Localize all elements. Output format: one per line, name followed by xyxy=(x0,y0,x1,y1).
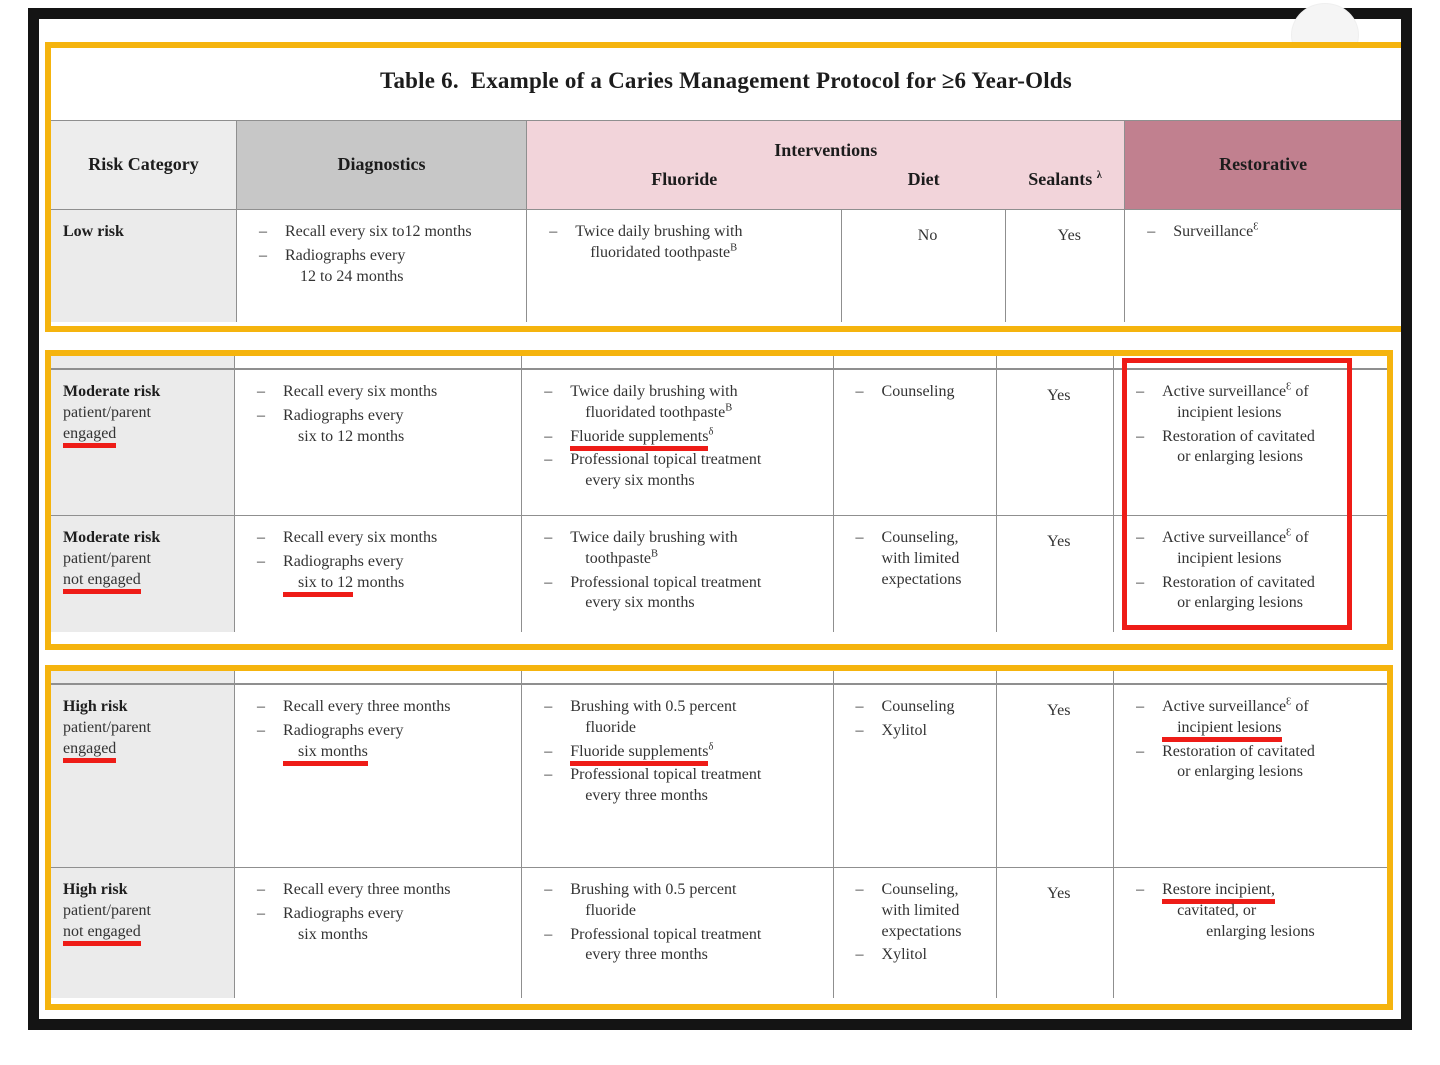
bullet-dash: – xyxy=(257,529,266,546)
cell-line: – Radiographs every six months xyxy=(253,904,511,946)
cell-restorative xyxy=(1113,516,1387,632)
cell-risk-category xyxy=(51,370,234,515)
header-risk-category: Risk Category xyxy=(51,121,236,209)
cell-sealants xyxy=(996,370,1114,515)
red-underline: not engaged xyxy=(63,923,141,946)
cell-line: – Professional topical treatment every six months xyxy=(540,450,822,492)
cell-line: No xyxy=(917,227,938,244)
bullet-dash: – xyxy=(257,881,266,898)
cell-sealants xyxy=(996,516,1114,632)
cell-line: – Brushing with 0.5 percent fluoride xyxy=(540,880,822,922)
cell-line: Yes xyxy=(1047,533,1071,550)
cell-line: – Professional topical treatment every three months xyxy=(540,765,822,807)
bullet-dash: – xyxy=(855,529,864,546)
cell-line: – Twice daily brushing with toothpaste$^B$ xyxy=(540,528,822,570)
cell-diagnostics xyxy=(234,868,521,998)
cell-restorative xyxy=(1124,210,1401,322)
cell-fluoride xyxy=(521,685,832,867)
cell-sealants xyxy=(996,868,1114,998)
cell-fluoride xyxy=(521,516,832,632)
header-sealants xyxy=(1006,168,1124,191)
bullet-dash: – xyxy=(1147,223,1156,240)
cell-diet xyxy=(833,516,996,632)
cell-line: – Professional topical treatment every six months xyxy=(540,573,822,615)
red-underline: six to 12 xyxy=(283,574,353,597)
bullet-dash: – xyxy=(257,904,266,922)
superscript: δ xyxy=(708,426,714,438)
bullet-dash: – xyxy=(1136,383,1145,400)
cell-line: Low risk xyxy=(63,223,124,240)
bullet-dash: – xyxy=(855,881,864,898)
bullet-dash: – xyxy=(549,223,558,240)
row-low-risk xyxy=(51,210,1401,322)
cell-sealants xyxy=(996,685,1114,867)
bullet-dash: – xyxy=(1136,742,1145,760)
cell-restorative xyxy=(1113,370,1387,515)
red-underline: Restore incipient, xyxy=(1162,881,1275,904)
cell-line: – Restoration of cavitated or enlarging lesions xyxy=(1132,573,1377,615)
cell-line: – Restore incipient, cavitated, or enlarging lesions xyxy=(1132,880,1377,942)
bullet-dash: – xyxy=(257,383,266,400)
cell-fragment xyxy=(833,671,996,683)
red-underline: incipient lesions xyxy=(1162,719,1281,742)
table-frame xyxy=(28,8,1412,1030)
bullet-dash: – xyxy=(1136,529,1145,546)
header-interventions: Interventions xyxy=(774,139,878,160)
cell-line: High risk patient/parent engaged xyxy=(63,697,224,759)
superscript: λ xyxy=(1096,170,1102,181)
row-moderate-engaged xyxy=(51,369,1387,515)
cell-fragment xyxy=(833,356,996,368)
cell-line: – Twice daily brushing with fluoridated toothpaste$^B$ xyxy=(540,382,822,424)
cell-line: – Counseling, with limited expectations xyxy=(852,880,986,942)
superscript: Ɛ xyxy=(1253,221,1259,233)
cell-fragment xyxy=(521,356,832,368)
bullet-dash: – xyxy=(855,721,864,739)
cell-diagnostics xyxy=(234,685,521,867)
cell-diet xyxy=(833,370,996,515)
superscript: B xyxy=(651,548,659,560)
row-high-engaged xyxy=(51,684,1387,867)
cell-line: – Restoration of cavitated or enlarging lesions xyxy=(1132,427,1377,469)
cell-fragment xyxy=(1113,356,1387,368)
cell-fragment xyxy=(51,356,234,368)
cell-line: – Radiographs every 12 to 24 months xyxy=(255,246,516,288)
cell-line: – Radiographs every six to 12 months xyxy=(253,406,511,448)
bullet-dash: – xyxy=(258,223,267,240)
cell-line: Yes xyxy=(1047,702,1071,719)
red-underline: not engaged xyxy=(63,571,141,594)
section-low-risk xyxy=(45,42,1401,332)
bullet-dash: – xyxy=(544,881,553,898)
bullet-dash: – xyxy=(855,946,864,964)
header-interventions-group xyxy=(526,121,1124,209)
cell-diet xyxy=(833,868,996,998)
header-interventions-sub xyxy=(527,168,1124,191)
bullet-dash: – xyxy=(257,406,266,424)
bullet-dash: – xyxy=(544,427,553,445)
cell-fluoride xyxy=(521,370,832,515)
bullet-dash: – xyxy=(1136,573,1145,591)
cell-risk-category xyxy=(51,516,234,632)
bullet-dash: – xyxy=(855,383,864,400)
cell-line: – Counseling xyxy=(852,697,986,718)
red-underline: Fluoride supplements xyxy=(570,743,708,766)
red-underline: six months xyxy=(283,743,368,766)
bullet-dash: – xyxy=(544,925,553,943)
cell-fluoride xyxy=(521,868,832,998)
cell-risk-category xyxy=(51,210,236,322)
table-header xyxy=(51,120,1401,210)
superscript: δ xyxy=(708,741,714,753)
cell-risk-category xyxy=(51,685,234,867)
cell-line: Moderate risk patient/parent not engaged xyxy=(63,528,224,590)
bullet-dash: – xyxy=(1136,881,1145,898)
cell-line: – Recall every three months xyxy=(253,697,511,718)
bullet-dash: – xyxy=(257,552,266,570)
cell-line: – Recall every three months xyxy=(253,880,511,901)
superscript: B xyxy=(725,402,733,414)
bullet-dash: – xyxy=(258,246,267,264)
bullet-dash: – xyxy=(544,698,553,715)
cell-risk-category xyxy=(51,868,234,998)
cell-fluoride xyxy=(526,210,841,322)
cell-line: – Radiographs every six months xyxy=(253,721,511,763)
bullet-dash: – xyxy=(544,766,553,784)
header-sealants-label: Sealants xyxy=(1028,169,1093,189)
bullet-dash: – xyxy=(257,721,266,739)
cell-fragment xyxy=(1113,671,1387,683)
cell-fragment xyxy=(521,671,832,683)
cell-line: High risk patient/parent not engaged xyxy=(63,880,224,942)
cell-diet xyxy=(833,685,996,867)
superscript: Ɛ xyxy=(1286,527,1292,539)
red-underline: engaged xyxy=(63,425,116,448)
cell-fragment xyxy=(996,671,1114,683)
header-restorative: Restorative xyxy=(1124,121,1401,209)
cell-line: – Counseling xyxy=(852,382,986,403)
cell-line: Yes xyxy=(1057,227,1081,244)
header-fluoride: Fluoride xyxy=(651,169,718,189)
bullet-dash: – xyxy=(544,529,553,546)
cell-line: Yes xyxy=(1047,885,1071,902)
cell-line: – Xylitol xyxy=(852,945,986,966)
cell-diagnostics xyxy=(234,516,521,632)
cell-line: – Brushing with 0.5 percent fluoride xyxy=(540,697,822,739)
superscript: Ɛ xyxy=(1286,381,1292,393)
cell-line: Moderate risk patient/parent engaged xyxy=(63,382,224,444)
cell-line: – Xylitol xyxy=(852,721,986,742)
row-high-not-engaged xyxy=(51,867,1387,998)
section-high-risk xyxy=(45,665,1393,1010)
cell-line xyxy=(540,427,822,448)
header-diet: Diet xyxy=(907,169,940,189)
section-moderate-risk xyxy=(45,350,1393,650)
cell-fragment xyxy=(996,356,1114,368)
cell-line: – Restoration of cavitated or enlarging lesions xyxy=(1132,742,1377,784)
cell-line: – Recall every six to12 months xyxy=(255,222,516,243)
bullet-dash: – xyxy=(544,573,553,591)
bullet-dash: – xyxy=(257,698,266,715)
cell-diagnostics xyxy=(234,370,521,515)
cell-fragment xyxy=(234,356,521,368)
superscript: Ɛ xyxy=(1286,696,1292,708)
bullet-dash: – xyxy=(1136,427,1145,445)
cell-line: – Recall every six months xyxy=(253,528,511,549)
row-fragment xyxy=(51,671,1387,684)
cell-restorative xyxy=(1113,685,1387,867)
cell-fragment xyxy=(51,671,234,683)
bullet-dash: – xyxy=(544,742,553,760)
cell-restorative xyxy=(1113,868,1387,998)
cell-line xyxy=(540,742,822,763)
cell-line: – Active surveillance$^Ɛ$ of incipient lesions xyxy=(1132,697,1377,739)
bullet-dash: – xyxy=(1136,698,1145,715)
cell-line: – Counseling, with limited expectations xyxy=(852,528,986,590)
cell-line: – Surveillance$^Ɛ$ xyxy=(1143,222,1391,243)
cell-diet xyxy=(841,210,1006,322)
bullet-dash: – xyxy=(544,383,553,400)
superscript: B xyxy=(730,242,738,254)
cell-line: Yes xyxy=(1047,387,1071,404)
cell-fragment xyxy=(234,671,521,683)
red-underline: Fluoride supplements xyxy=(570,428,708,451)
bullet-dash: – xyxy=(855,698,864,715)
cell-sealants xyxy=(1005,210,1124,322)
cell-line: – Active surveillance$^Ɛ$ of incipient lesions xyxy=(1132,382,1377,424)
row-fragment xyxy=(51,356,1387,369)
cell-line: – Professional topical treatment every three months xyxy=(540,925,822,967)
cell-line: – Twice daily brushing with fluoridated toothpaste$^B$ xyxy=(545,222,831,264)
table-title: Table 6. Example of a Caries Management Protocol for ≥6 Year-Olds xyxy=(380,68,1072,93)
cell-line: – Active surveillance$^Ɛ$ of incipient lesions xyxy=(1132,528,1377,570)
row-moderate-not-engaged xyxy=(51,515,1387,632)
red-underline: engaged xyxy=(63,740,116,763)
cell-line: – Recall every six months xyxy=(253,382,511,403)
cell-diagnostics xyxy=(236,210,526,322)
bullet-dash: – xyxy=(544,451,553,469)
header-diagnostics: Diagnostics xyxy=(236,121,526,209)
cell-line: – Radiographs every six to 12 months xyxy=(253,552,511,594)
